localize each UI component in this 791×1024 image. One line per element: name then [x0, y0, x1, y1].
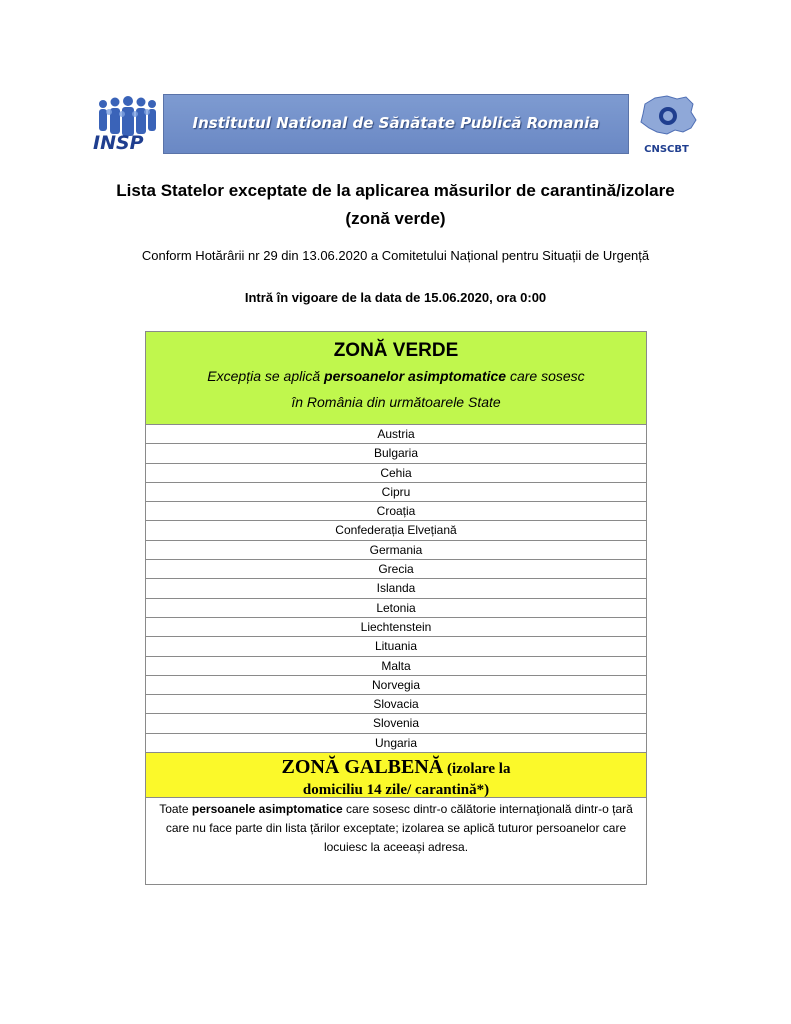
- yellow-zone-title-line1: [146, 753, 646, 781]
- document-title: [80, 177, 711, 233]
- effective-date: Intră în vigoare de la data de 15.06.2020, ora 0:00: [244, 290, 547, 305]
- green-desc-text-end: care sosesc în România din următoarele State: [291, 368, 585, 410]
- document-subtitle: Conform Hotărârii nr 29 din 13.06.2020 a Comitetului Național pentru Situații de Urgență: [141, 248, 650, 263]
- insp-logo-text: INSP: [93, 132, 144, 154]
- zones-table: [145, 331, 647, 885]
- country-row: Slovacia: [145, 695, 647, 714]
- country-row: Bulgaria: [145, 444, 647, 463]
- country-row: Cehia: [145, 464, 647, 483]
- country-row: Germania: [145, 541, 647, 560]
- yellow-zone-description: [145, 798, 647, 885]
- green-desc-text: Excepția se aplică: [207, 368, 325, 384]
- green-desc-bold: persoanelor asimptomatice: [324, 368, 507, 384]
- green-zone-title: ZONĂ VERDE: [333, 340, 459, 361]
- country-row: Austria: [145, 425, 647, 444]
- country-row: Ungaria: [145, 734, 647, 753]
- country-row: Croația: [145, 502, 647, 521]
- country-row: Islanda: [145, 579, 647, 598]
- yellow-zone-title: ZONĂ GALBENĂ: [281, 756, 444, 779]
- insp-logo: [93, 92, 161, 156]
- country-row: Slovenia: [145, 714, 647, 733]
- banner-bar: [163, 94, 629, 154]
- country-row: Lituania: [145, 637, 647, 656]
- country-row: Norvegia: [145, 676, 647, 695]
- country-row: Letonia: [145, 599, 647, 618]
- country-row: Cipru: [145, 483, 647, 502]
- yellow-zone-header: [145, 753, 647, 798]
- yellow-desc-bold: persoanele asimptomatice: [191, 802, 343, 817]
- yellow-desc-text: Toate: [159, 802, 192, 817]
- country-row: Confederația Elvețiană: [145, 521, 647, 540]
- document-title-line1: Lista Statelor exceptate de la aplicarea măsurilor de carantină/izolare: [116, 181, 675, 200]
- banner-title: Institutul National de Sănătate Publică Romania: [192, 114, 600, 132]
- document-title-line2: (zonă verde): [345, 209, 446, 228]
- yellow-zone-title-line2: domiciliu 14 zile/ carantină*): [302, 782, 490, 799]
- country-row: Malta: [145, 657, 647, 676]
- header-banner: [93, 92, 702, 156]
- country-list: [145, 425, 647, 753]
- yellow-zone-title-suffix: (izolare la: [443, 761, 511, 778]
- country-row: Grecia: [145, 560, 647, 579]
- cnscbt-logo-text: CNSCBT: [644, 144, 689, 155]
- cnscbt-logo: [631, 92, 702, 156]
- green-zone-description: [146, 363, 646, 415]
- country-row: Liechtenstein: [145, 618, 647, 637]
- yellow-desc-text-end: care sosesc dintr-o călătorie internaţională dintr-o țară care nu face parte din lista țărilor exceptate; izolarea se aplică tuturor persoanelor care locuiesc la aceeași adresa.: [165, 802, 633, 855]
- romania-map-icon: [631, 92, 702, 142]
- green-zone-header: [145, 331, 647, 425]
